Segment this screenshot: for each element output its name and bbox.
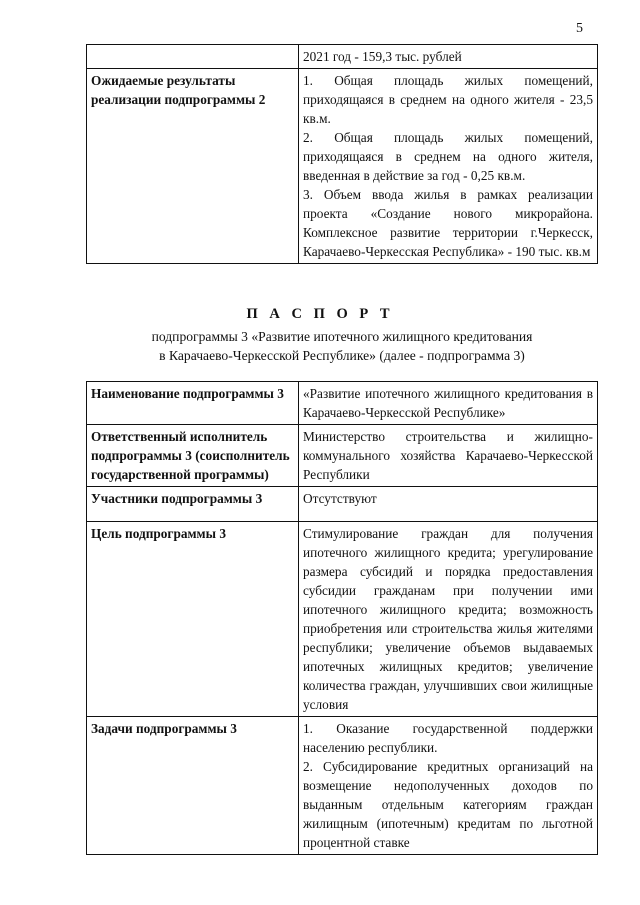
row-value xyxy=(299,69,598,264)
table-row xyxy=(87,522,598,717)
task-item: 1. Оказание государственной поддержки населению республики. xyxy=(303,721,593,755)
row-value: «Развитие ипотечного жилищного кредитования в Карачаево-Черкесской Республике» xyxy=(299,382,598,425)
passport-subtitle xyxy=(86,327,598,365)
table-row xyxy=(87,382,598,425)
row-value: Стимулирование граждан для получения ипотечного жилищного кредита; урегулирование размера субсидий и порядка предоставления субсидии гражданам при получении ими ипотечного жилищного кредита; возможность приобретения или строительства жилья жителями республики; увеличение объемов выдаваемых ипотечных жилищных кредитов; увеличение количества граждан, улучшивших свои жилищные условия xyxy=(299,522,598,717)
table-row xyxy=(87,425,598,487)
row-label: Ответственный исполнитель подпрограммы 3 (соисполнитель государственной программы) xyxy=(87,425,299,487)
page-number: 5 xyxy=(576,21,583,36)
table-row xyxy=(87,69,598,264)
empty-cell xyxy=(87,45,299,69)
row-value xyxy=(299,717,598,855)
result-item: 1. Общая площадь жилых помещений, приходящаяся в среднем на одного жителя - 23,5 кв.м. xyxy=(303,73,593,126)
row-value: Министерство строительства и жилищно-коммунального хозяйства Карачаево-Черкесской Республики xyxy=(299,425,598,487)
subtitle-line: подпрограммы 3 «Развитие ипотечного жилищного кредитования xyxy=(151,329,533,344)
table-row xyxy=(87,45,598,69)
subtitle-line: в Карачаево-Черкесской Республике» (далее - подпрограмма 3) xyxy=(159,348,525,363)
row-label: Цель подпрограммы 3 xyxy=(87,522,299,717)
row-label: Наименование подпрограммы 3 xyxy=(87,382,299,425)
result-item: 2. Общая площадь жилых помещений, приходящаяся в среднем на одного жителя, введенная в действие за год - 0,25 кв.м. xyxy=(303,130,593,183)
task-item: 2. Субсидирование кредитных организаций на возмещение недополученных доходов по выданным отдельным категориям граждан жилищным (ипотечным) кредитам по льготной процентной ставке xyxy=(303,759,593,850)
result-item: 3. Объем ввода жилья в рамках реализации проекта «Создание нового микрорайона. Комплексное развитие территории г.Черкесск, Карачаево-Черкесская Республика» - 190 тыс. кв.м xyxy=(303,187,593,259)
row-label: Ожидаемые результаты реализации подпрограммы 2 xyxy=(87,69,299,264)
passport-title: П А С П О Р Т xyxy=(246,306,394,322)
table-row xyxy=(87,717,598,855)
row-label: Задачи подпрограммы 3 xyxy=(87,717,299,855)
continuation-cell: 2021 год - 159,3 тыс. рублей xyxy=(299,45,598,69)
table-row xyxy=(87,487,598,522)
top-table xyxy=(86,44,598,264)
row-value: Отсутствуют xyxy=(299,487,598,522)
row-label: Участники подпрограммы 3 xyxy=(87,487,299,522)
passport-table xyxy=(86,381,598,855)
